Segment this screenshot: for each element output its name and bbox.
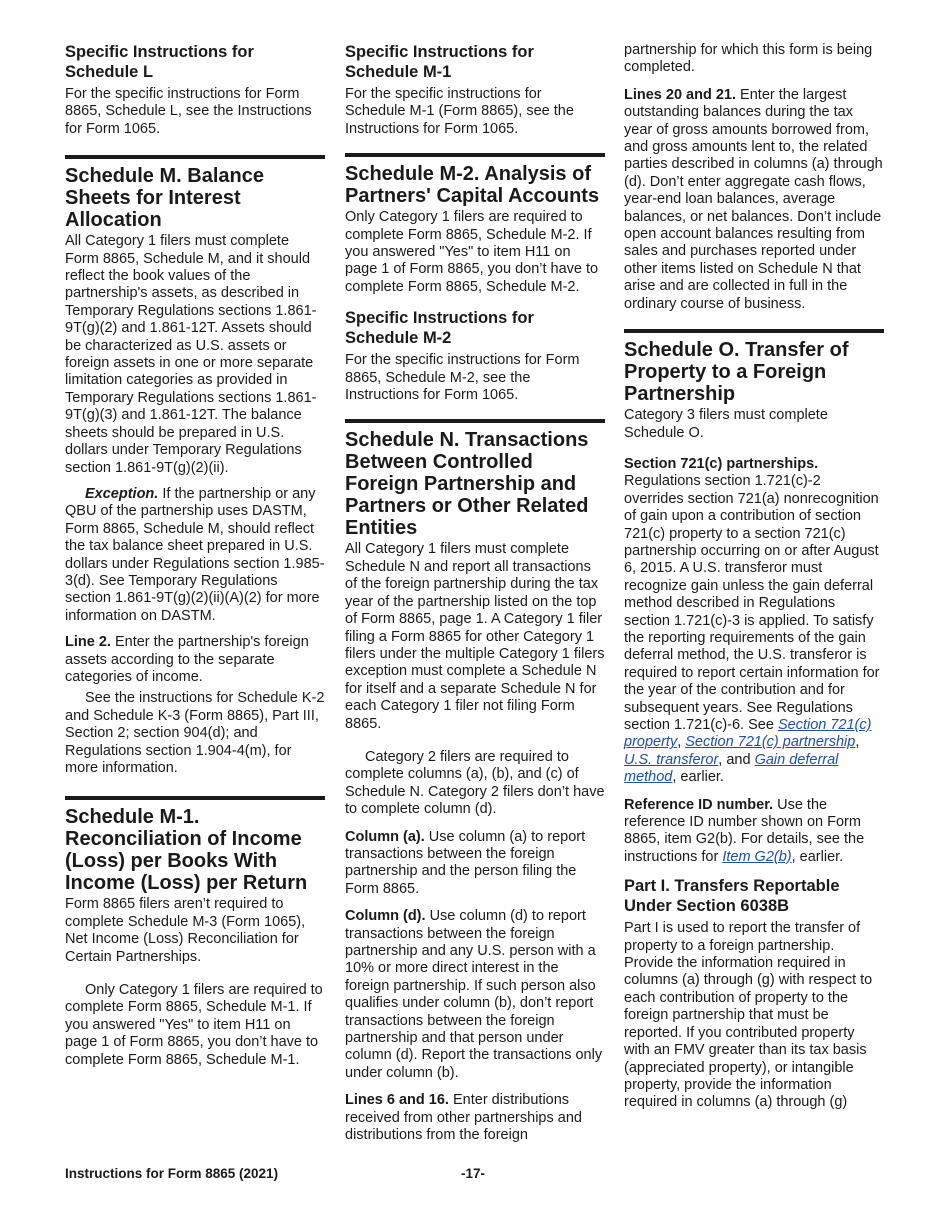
line2-text: Enter the partnership's foreign assets according to the separate categories of income. (65, 634, 309, 685)
column-d-paragraph (345, 908, 605, 1082)
lines-20-21-paragraph (624, 87, 884, 313)
lines-6-16-label: Lines 6 and 16. (345, 1092, 449, 1109)
footer-form-title: Instructions for Form 8865 (2021) (65, 1166, 279, 1181)
line2-label: Line 2. (65, 634, 111, 651)
exception-paragraph (65, 486, 325, 625)
separator: , (677, 734, 686, 751)
sched-m1-text-2: Only Category 1 filers are required to complete Form 8865, Schedule M-1. If you answered "Yes" to item H11 on page 1 of Form 8865, you don’t have to complete Form 8865, Schedule M-1. (65, 982, 323, 1068)
part-1-heading: Part I. Transfers Reportable Under Section 6038B (624, 877, 840, 916)
link-gain-deferral-method[interactable]: Gain deferral method (624, 751, 839, 786)
sched-m1-spec-heading: Specific Instructions for Schedule M-1 (345, 43, 534, 81)
reference-id-label: Reference ID number. (624, 796, 774, 813)
page-number: -17- (461, 1166, 486, 1181)
exception-text: If the partnership or any QBU of the partnership uses DASTM, Form 8865, Schedule M, should reflect the tax balance sheet prepared in U.S. dollars under Regulations section 1.985-3(d). See Temporary Regulations section 1.861-9T(g)(2)(ii)(A)(2) for more information on DASTM. (65, 485, 325, 624)
sched-m-heading: Schedule M. Balance Sheets for Interest Allocation (65, 155, 325, 231)
lines-6-16-text: Enter distributions received from other partnerships and distributions from the foreign (345, 1092, 582, 1144)
sched-m1-spec-text: For the specific instructions for Schedule M-1 (Form 8865), see the Instructions for Form 1065. (345, 86, 574, 137)
see-instructions-text: See the instructions for Schedule K-2 and Schedule K-3 (Form 8865), Part III, Section 2; section 904(d); and Regulations section 1.904-4(m), for more information. (65, 690, 325, 776)
column-1 (65, 42, 325, 1079)
sched-m2-text: Only Category 1 filers are required to complete Form 8865, Schedule M-2. If you answered "Yes" to item H11 on page 1 of Form 8865, you don’t have to complete Form 8865, Schedule M-2. (345, 209, 599, 295)
sched-n-text-1: All Category 1 filers must complete Schedule N and report all transactions of the foreign partnership during the tax year of the partnership listed on the top of Form 8865, page 1. A Category 1 filer filing a Form 8865 for other Category 1 filers under the multiple Category 1 filers exception must complete a Schedule N for itself and a separate Schedule N for each Category 1 filer not filing Form 8865. (345, 541, 605, 732)
column-a-label: Column (a). (345, 828, 425, 845)
sched-o-heading: Schedule O. Transfer of Property to a Foreign Partnership (624, 329, 884, 405)
section-721c-heading: Section 721(c) partnerships. (624, 455, 819, 472)
column-d-label: Column (d). (345, 908, 426, 925)
reference-id-paragraph (624, 797, 884, 867)
sched-m2-heading: Schedule M-2. Analysis of Partners' Capital Accounts (345, 153, 605, 207)
sched-n-heading: Schedule N. Transactions Between Controlled Foreign Partnership and Partners or Other Related Entities (345, 419, 605, 539)
sched-m1-text-1: Form 8865 filers aren’t required to complete Schedule M-3 (Form 1065), Net Income (Loss) Reconciliation for Certain Partnerships. (65, 896, 306, 965)
continued-text: partnership for which this form is being completed. (624, 42, 873, 76)
column-2 (345, 42, 605, 1154)
reference-id-text: Use the reference ID number shown on Form 8865, item G2(b). For details, see the instructions for (624, 796, 865, 865)
sched-m2-spec-text: For the specific instructions for Form 8865, Schedule M-2, see the Instructions for Form 1065. (345, 352, 580, 404)
column-a-paragraph (345, 829, 605, 899)
column-3 (624, 42, 884, 1122)
section-721c-paragraph (624, 456, 884, 787)
column-a-text: Use column (a) to report transactions between the foreign partnership and the person filing the Form 8865. (345, 828, 586, 897)
lines-6-16-paragraph (345, 1092, 605, 1144)
line2-paragraph (65, 634, 325, 686)
section-721c-text: Regulations section 1.721(c)-2 overrides section 721(a) nonrecognition of gain upon a contribution of section 721(c) property to a section 721(c) partnership occurring on or after August 6, 2015. A U.S. transferor must recognize gain unless the gain deferral method described in Regulations section 1.721(c)-3 is applied. To satisfy the reporting requirements of the gain deferral method, the U.S. transferor is required to report certain information for the year of the contribution and for subsequent years. See Regulations section 1.721(c)-6. See (624, 473, 880, 733)
separator: , (855, 734, 860, 751)
sched-o-text: Category 3 filers must complete Schedule O. (624, 407, 828, 441)
link-item-g2b[interactable]: Item G2(b) (722, 848, 792, 865)
sched-m1-heading: Schedule M-1. Reconciliation of Income (Loss) per Books With Income (Loss) per Return (65, 796, 325, 894)
sched-m2-spec-heading: Specific Instructions for Schedule M-2 (345, 309, 534, 348)
link-section-721c-partnership[interactable]: Section 721(c) partnership (685, 734, 856, 751)
lines-20-21-text: Enter the largest outstanding balances during the tax year of gross amounts borrowed from, and gross amounts lent to, the related parties described in columns (a) through (d). Don’t enter aggregate cash flows, year-end loan balances, average balances, or net balances. Don’t include open account balances resulting from sales and purchases reported under other items listed on Schedule N that arise and are collected in full in the ordinary course of business. (624, 86, 883, 312)
lines-20-21-label: Lines 20 and 21. (624, 86, 737, 103)
link-us-transferor[interactable]: U.S. transferor (624, 751, 719, 768)
sched-m-text: All Category 1 filers must complete Form 8865, Schedule M, and it should reflect the book values of the partnership's assets, as described in Temporary Regulations sections 1.861-9T(g)(2) and 1.861-12T. Assets should be characterized as U.S. assets or foreign assets in one or more separate limitation categories as provided in Temporary Regulations sections 1.861-9T(g)(3) and 1.861-12T. The balance sheets should be prepared in U.S. dollars under Temporary Regulations section 1.861-9T(g)(2)(ii). (65, 233, 317, 476)
sched-l-heading: Specific Instructions for Schedule L (65, 43, 254, 81)
separator: , and (718, 751, 755, 768)
section-721c-end: , earlier. (672, 769, 724, 786)
sched-n-text-2: Category 2 filers are required to complete columns (a), (b), and (c) of Schedule N. Category 2 filers don’t have to complete column (d). (345, 748, 605, 818)
part-1-text: Part I is used to report the transfer of property to a foreign partnership. Provide the information required in columns (a) through (g) with respect to each contribution of property to the foreign partnership that must be reported. If you contributed property with an FMV greater than its tax basis (appreciated property), or intangible property, provide the information required in columns (a) through (g) (624, 920, 873, 1111)
reference-id-end: , earlier. (791, 848, 844, 865)
link-section-721c-property[interactable]: Section 721(c) property (624, 717, 872, 751)
sched-l-text: For the specific instructions for Form 8865, Schedule L, see the Instructions for Form 1065. (65, 86, 312, 137)
column-d-text: Use column (d) to report transactions between the foreign partnership and any U.S. person with a 10% or more direct interest in the foreign partnership. If such person also qualifies under column (b), don’t report transactions between the foreign partnership and that person under column (d). Report the transactions only under column (b). (345, 908, 603, 1081)
exception-label: Exception. (85, 485, 159, 502)
